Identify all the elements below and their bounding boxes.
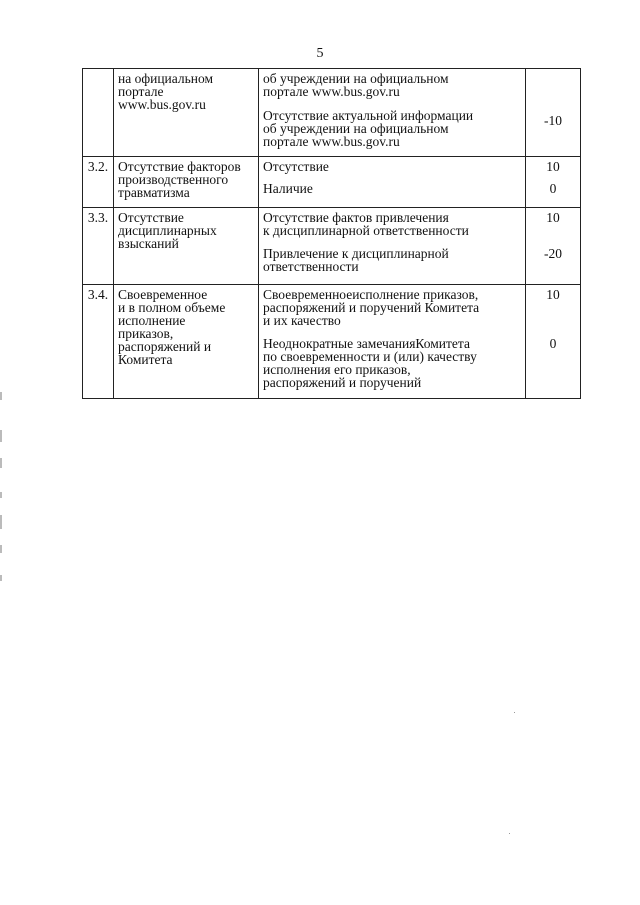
indicator-text: Отсутствие фактов привлечения к дисциплинарной ответственности: [263, 210, 469, 238]
indicator-text: Неоднократные замечанияКомитета по своевременности и (или) качеству исполнения его приказов, распоряжений и поручений: [263, 336, 477, 390]
scan-speck: [509, 833, 510, 834]
criterion-name-cell: [114, 69, 259, 157]
criterion-name: на официальном портале www.bus.gov.ru: [118, 71, 214, 112]
score-value: -10: [544, 113, 562, 128]
score-cell: [526, 285, 581, 399]
scan-edge-mark: [0, 392, 2, 400]
indicator-text: об учреждении на официальном портале www.bus.gov.ru: [263, 71, 449, 99]
criterion-name-cell: [114, 208, 259, 285]
scan-edge-mark: [0, 545, 2, 553]
page-number: 5: [316, 46, 324, 61]
row-number: 3.2.: [83, 157, 114, 208]
scan-edge-mark: [0, 575, 2, 581]
score-value: -20: [544, 246, 562, 261]
criterion-name-cell: [114, 157, 259, 208]
indicator-text: Привлечение к дисциплинарной ответственности: [263, 246, 449, 274]
table-row: [83, 285, 581, 399]
scan-edge-mark: [0, 515, 2, 529]
score-cell: [526, 157, 581, 208]
row-number: 3.3.: [83, 208, 114, 285]
table-row: [83, 69, 581, 157]
criterion-name: Своевременное и в полном объеме исполнение приказов, распоряжений и Комитета: [118, 287, 226, 367]
criterion-name: Отсутствие факторов производственного травматизма: [118, 159, 241, 200]
indicator-cell: [259, 157, 526, 208]
score-value: 10: [546, 287, 560, 302]
row-number: [83, 69, 114, 157]
indicator-text: Наличие: [263, 181, 313, 196]
indicator-cell: [259, 69, 526, 157]
scan-edge-mark: [0, 458, 2, 468]
indicator-text: Отсутствие актуальной информации об учреждении на официальном портале www.bus.gov.ru: [263, 108, 474, 149]
row-number: 3.4.: [83, 285, 114, 399]
score-value: 10: [546, 210, 560, 225]
scan-edge-mark: [0, 430, 2, 442]
score-value: 0: [549, 181, 557, 196]
table-row: [83, 208, 581, 285]
indicator-text: Своевременноеисполнение приказов, распоряжений и поручений Комитета и их качество: [263, 287, 480, 328]
score-value: [530, 72, 576, 114]
indicator-cell: [259, 208, 526, 285]
score-cell: [526, 69, 581, 157]
scan-edge-mark: [0, 492, 2, 498]
indicator-cell: [259, 285, 526, 399]
table-row: [83, 157, 581, 208]
criterion-name-cell: [114, 285, 259, 399]
scan-speck: [514, 712, 515, 713]
score-value: 10: [546, 159, 560, 174]
score-value: 0: [549, 336, 557, 351]
criterion-name: Отсутствие дисциплинарных взысканий: [118, 210, 217, 251]
criteria-table: [82, 68, 581, 399]
indicator-text: Отсутствие: [263, 159, 329, 174]
score-cell: [526, 208, 581, 285]
